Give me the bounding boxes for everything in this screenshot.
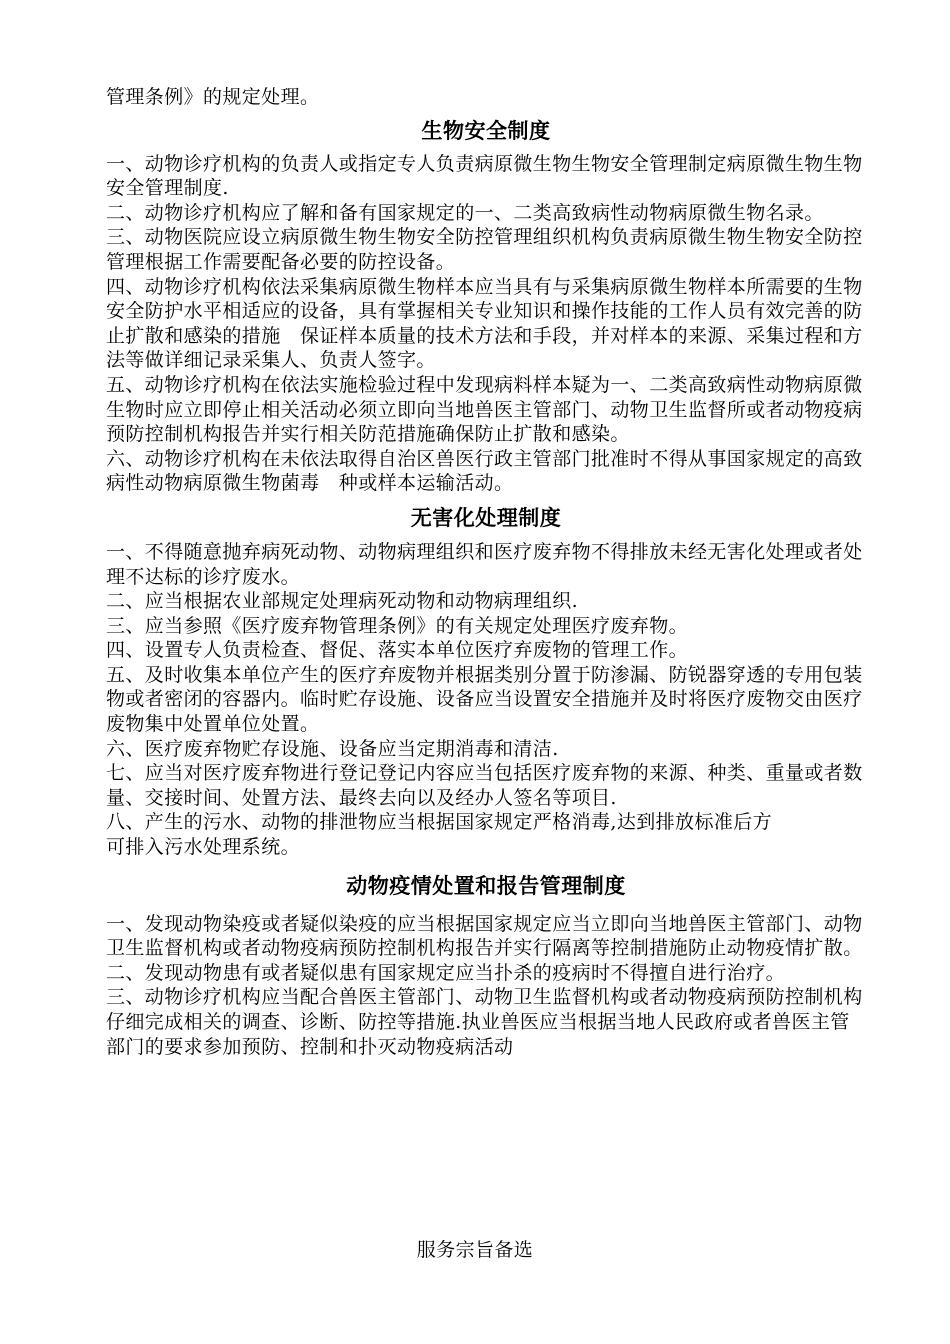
epidemic-item-1: 一、发现动物染疫或者疑似染疫的应当根据国家规定应当立即向当地兽医主管部门、动物卫生监督机构或者动物疫病预防控制机构报告并实行隔离等控制措施防止动物疫情扩散。 <box>106 912 863 960</box>
section-title-biosafety: 生物安全制度 <box>421 118 551 143</box>
waste-item-4: 四、设置专人负责检查、督促、落实本单位医疗弃废物的管理工作。 <box>106 639 689 662</box>
section-title-epidemic-reporting: 动物疫情处置和报告管理制度 <box>346 873 626 898</box>
biosafety-item-3: 三、动物医院应设立病原微生物生物安全防控管理组织机构负责病原微生物生物安全防控管理根据工作需要配备必要的防控设备。 <box>106 226 863 273</box>
waste-item-3: 三、应当参照《医疗废弃物管理条例》的有关规定处理医疗废弃物。 <box>106 614 689 637</box>
biosafety-item-1: 一、动物诊疗机构的负责人或指定专人负责病原微生物生物安全管理制定病原微生物生物安全管理制度. <box>106 152 863 200</box>
waste-item-5: 五、及时收集本单位产生的医疗弃废物并根据类别分置于防渗漏、防锐器穿透的专用包装物或者密闭的容器内。临时贮存设施、设备应当设置安全措施并及时将医疗废物交由医疗废物集中处置单位处置。 <box>106 663 863 736</box>
waste-item-2: 二、应当根据农业部规定处理病死动物和动物病理组织. <box>106 590 579 613</box>
page-footer: 服务宗旨备选 <box>416 1239 534 1261</box>
waste-item-8-continuation: 可排入污水处理系统。 <box>106 836 301 859</box>
waste-item-1: 一、不得随意抛弃病死动物、动物病理组织和医疗废弃物不得排放未经无害化处理或者处理不达标的诊疗废水。 <box>106 540 863 588</box>
waste-item-6: 六、医疗废弃物贮存设施、设备应当定期消毒和清洁. <box>106 737 559 760</box>
waste-item-8: 八、产生的污水、动物的排泄物应当根据国家规定严格消毒,达到排放标准后方 <box>106 811 773 834</box>
biosafety-item-4: 四、动物诊疗机构依法采集病原微生物样本应当具有与采集病原微生物样本所需要的生物安全防护水平相适应的设备，具有掌握相关专业知识和操作技能的工作人员有效完善的防止扩散和感染的措施 保证样本质量的技术方法和手段，并对样本的来源、采集过程和方法等做详细记录采集人、负责人签字。 <box>106 275 863 372</box>
biosafety-item-2: 二、动物诊疗机构应了解和备有国家规定的一、二类高致病性动物病原微生物名录。 <box>106 201 824 224</box>
document-body <box>106 85 866 1059</box>
section-title-harmless-treatment: 无害化处理制度 <box>410 505 562 530</box>
waste-item-7: 七、应当对医疗废弃物进行登记登记内容应当包括医疗废弃物的来源、种类、重量或者数量、交接时间、处置方法、最终去向以及经办人签名等项目. <box>106 762 863 809</box>
biosafety-item-5: 五、动物诊疗机构在依法实施检验过程中发现病料样本疑为一、二类高致病性动物病原微生物时应立即停止相关活动必须立即向当地兽医主管部门、动物卫生监督所或者动物疫病预防控制机构报告并实行相关防范措施确保防止扩散和感染。 <box>106 373 863 446</box>
epidemic-item-2: 二、发现动物患有或者疑似患有国家规定应当扑杀的疫病时不得擅自进行治疗。 <box>106 961 786 984</box>
biosafety-item-6: 六、动物诊疗机构在未依法取得自治区兽医行政主管部门批准时不得从事国家规定的高致病性动物病原微生物菌毒 种或样本运输活动。 <box>106 447 863 495</box>
lead-paragraph: 管理条例》的规定处理。 <box>106 86 320 108</box>
epidemic-item-3: 三、动物诊疗机构应当配合兽医主管部门、动物卫生监督机构或者动物疫病预防控制机构仔细完成相关的调查、诊断、防控等措施.执业兽医应当根据当地人民政府或者兽医主管部门的要求参加预防、控制和扑灭动物疫病活动 <box>106 986 863 1058</box>
